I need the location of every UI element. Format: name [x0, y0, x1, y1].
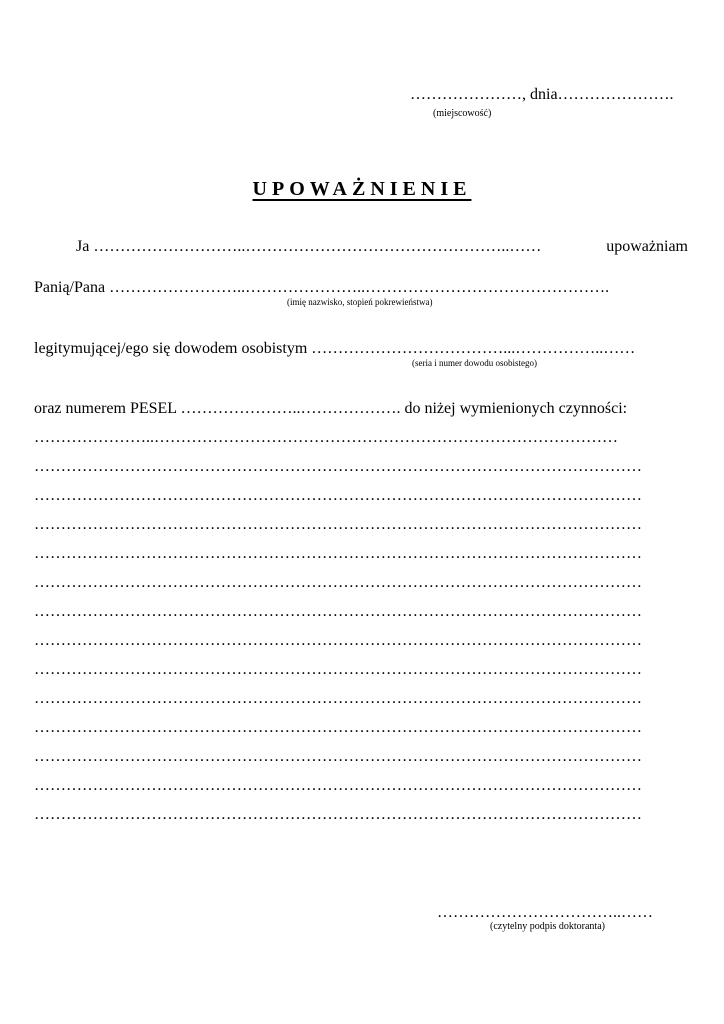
activity-line: ……………………………………………………………………………………………………	[34, 603, 642, 620]
activity-line: ……………………………………………………………………………………………………	[34, 458, 642, 475]
authorize-verb: upoważniam	[606, 238, 688, 255]
activity-line: ……………………………………………………………………………………………………	[34, 748, 642, 765]
authorized-person-caption: (imię nazwisko, stopień pokrewieństwa)	[287, 297, 433, 307]
activity-line: ……………………………………………………………………………………………………	[34, 777, 642, 794]
id-card-line: legitymującej/ego się dowodem osobistym ………………………………...……………..……	[34, 340, 636, 357]
place-date-line: …………………, dnia………………….	[410, 86, 674, 103]
place-caption: (miejscowość)	[433, 108, 492, 119]
activity-line: ……………………………………………………………………………………………………	[34, 516, 642, 533]
activity-line: ……………………………………………………………………………………………………	[34, 574, 642, 591]
authorized-person-line: Panią/Pana ……………………..…………………..……………………………………….	[34, 279, 610, 296]
activity-line: ……………………………………………………………………………………………………	[34, 661, 642, 678]
document-title: UPOWAŻNIENIE	[252, 178, 472, 200]
activity-line: ……………………………………………………………………………………………………	[34, 806, 642, 823]
activity-line: ……………………………………………………………………………………………………	[34, 719, 642, 736]
activity-line: ……………………………………………………………………………………………………	[34, 487, 642, 504]
id-card-caption: (seria i numer dowodu osobistego)	[412, 358, 537, 368]
pesel-line: oraz numerem PESEL …………………..………………. do niżej wymienionych czynności:	[34, 400, 628, 417]
activity-line: ……………………………………………………………………………………………………	[34, 545, 642, 562]
activity-line: …………………..……………………………………………………………………………	[34, 429, 618, 446]
activity-line: ……………………………………………………………………………………………………	[34, 690, 642, 707]
signature-caption: (czytelny podpis doktoranta)	[490, 921, 605, 932]
activity-line: ……………………………………………………………………………………………………	[34, 632, 642, 649]
signature-line: ……………………………..……	[437, 904, 653, 921]
authorizer-line: Ja ………………………..…………………………………………..……	[76, 238, 542, 255]
